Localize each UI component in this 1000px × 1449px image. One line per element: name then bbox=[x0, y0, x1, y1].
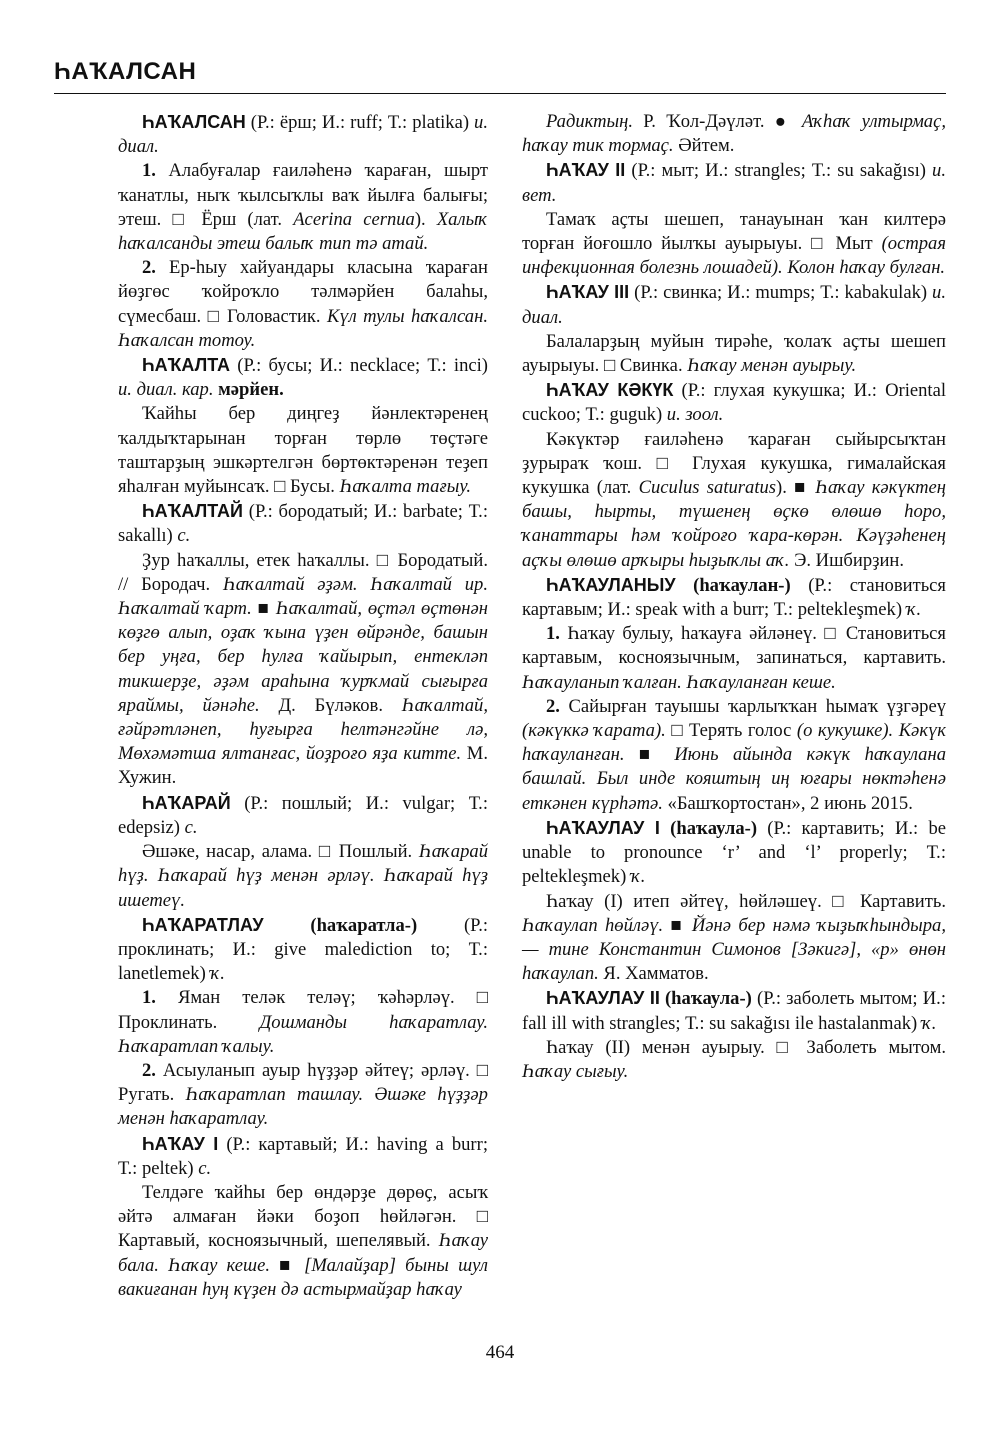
text-run: □ Терять голос bbox=[665, 720, 797, 742]
entry-paragraph bbox=[522, 428, 946, 573]
italic-run: с. bbox=[184, 816, 198, 838]
text-run: Яман теләк теләү; ҡәһәрләү. □ Проклинать. bbox=[118, 987, 488, 1033]
entry-paragraph bbox=[118, 1181, 488, 1302]
italic-run: Һаҡарай һүҙ. Һаҡарай һүҙ менән әрләү. Һаҡарай һүҙ ишетеү. bbox=[118, 841, 488, 911]
italic-run: ҡ. bbox=[210, 963, 225, 985]
header-rule bbox=[54, 93, 946, 94]
italic-run: и. зоол. bbox=[666, 404, 724, 426]
running-head-word: ҺАҠАЛСАН bbox=[54, 58, 197, 85]
entry-paragraph bbox=[118, 840, 488, 913]
dictionary-entry bbox=[522, 280, 946, 329]
text-run: (Р.: свинка; И.: mumps; Т.: kabakulak) bbox=[629, 282, 933, 304]
italic-run: (о кукушке). Кәкүк һаҡауланған. bbox=[522, 720, 947, 766]
italic-run: Һаҡау сығыу. bbox=[522, 1060, 629, 1082]
text-run: (Р.: проклинать; И.: give malediction to; Т.: lanetlemek) bbox=[118, 914, 489, 985]
entry-paragraph bbox=[522, 890, 946, 987]
italic-run: Радиктың. bbox=[546, 111, 633, 132]
text-run: Әшәке, насар, алама. □ Пошлый. bbox=[142, 841, 419, 863]
headword: ҺАҠАУЛАУ I bbox=[546, 817, 660, 838]
dictionary-entry bbox=[522, 158, 946, 207]
text-run: Телдәге ҡайһы бер өндәрҙе дөрөҫ, асыҡ әйтә алмаған йәки боҙоп һөйләгән. □ Картавый, косноязычный, шепелявый. bbox=[118, 1181, 488, 1252]
bold-run: мәрйен. bbox=[213, 379, 284, 401]
entry-paragraph bbox=[118, 402, 488, 499]
italic-run: Acerina cernua bbox=[293, 208, 415, 230]
italic-run: ҡ. bbox=[630, 866, 646, 888]
text-run: Һаҡау (I) итеп әйтеү, һөйләшеү. □ Картавить. bbox=[546, 890, 946, 912]
italic-run: и. диал. bbox=[118, 112, 488, 158]
italic-run: Дошманды һаҡаратлау. Һаҡаратлап ҡалыу. bbox=[118, 1011, 488, 1057]
dictionary-entry bbox=[522, 573, 946, 622]
italic-run: Күл тулы һаҡалсан. Һаҡалсан тотоу. bbox=[118, 305, 488, 351]
text-run: Ер-һыу хайуандары класына ҡараған йөҙгөс ҡойроҡло тәлмәрйен балаһы, сүмесбаш. □ Головастик. bbox=[118, 257, 488, 327]
right-column bbox=[522, 110, 946, 1084]
italic-run: Һаҡалта тағыу. bbox=[339, 476, 472, 498]
left-column bbox=[118, 110, 488, 1302]
bold-run: 2. bbox=[142, 257, 156, 279]
text-run: Э. Ишбирҙин. bbox=[789, 549, 905, 571]
text-run: Д. Бүләков. bbox=[259, 694, 402, 716]
bold-run: (һаҡаула-) bbox=[659, 817, 758, 839]
bold-run: (һаҡаратла-) bbox=[263, 914, 418, 936]
italic-run: с. bbox=[198, 1157, 212, 1179]
text-run: ). ■ bbox=[776, 477, 816, 499]
headword: ҺАҠАЛТА bbox=[142, 355, 231, 376]
text-run: Алабуғалар ғаиләһенә ҡараған, шырт ҡанатлы, ныҡ ҡылсыҡлы ваҡ йылға балығы; этеш. □ Ёрш (лат. bbox=[118, 160, 488, 230]
bold-run: (һаҡаула-) bbox=[659, 988, 752, 1010]
text-run: (Р.: бородатый; И.: barbate; Т.: sakallı) bbox=[118, 501, 488, 547]
text-run: (Р.: бусы; И.: necklace; Т.: inci) bbox=[230, 355, 488, 377]
entry-paragraph bbox=[522, 110, 946, 158]
dictionary-entry bbox=[522, 986, 946, 1035]
running-header bbox=[54, 58, 944, 86]
text-run: Я. Хамматов. bbox=[598, 963, 709, 985]
headword: ҺАҠАУ I bbox=[142, 1133, 219, 1154]
entry-paragraph bbox=[522, 622, 946, 695]
headword: ҺАҠАРАТЛАУ bbox=[142, 914, 264, 935]
entry-paragraph bbox=[118, 159, 488, 256]
text-run: (Р.: мыт; И.: strangles; Т.: su sakağısı) bbox=[625, 160, 933, 182]
italic-run: ҡ. bbox=[921, 1012, 937, 1034]
text-run: Ҙур һаҡаллы, етек һаҡаллы. □ Бородатый. // Бородач. bbox=[118, 549, 488, 595]
italic-run: Һаҡалтай әҙәм. Һаҡалтай ир. Һаҡалтай ҡарт. bbox=[118, 573, 488, 620]
bold-run: 2. bbox=[546, 695, 560, 717]
text-run: (Р.: картавый; И.: having a burr; Т.: peltek) bbox=[118, 1133, 488, 1179]
dictionary-entry bbox=[118, 353, 488, 402]
italic-run: Халыҡ һаҡалсанды этеш балыҡ тип тә атай. bbox=[118, 208, 488, 255]
headword: ҺАҠАРАЙ bbox=[142, 792, 231, 813]
dictionary-entry bbox=[118, 913, 488, 987]
text-run: Балаларҙың муйын тирәһе, ҡолаҡ аҫты шешеп ауырыуы. □ Свинка. bbox=[522, 330, 946, 377]
headword: ҺАҠАЛТАЙ bbox=[142, 501, 243, 522]
text-run: ■ bbox=[269, 1254, 305, 1276]
italic-run: Һаҡау бала. Һаҡау кеше. bbox=[118, 1230, 488, 1276]
headword: ҺАҠАУЛАУ II bbox=[546, 988, 660, 1009]
bold-run: (һаҡаулан-) bbox=[675, 574, 791, 596]
text-run: (Р.: глухая кукушка; И.: Oriental cuckoo; Т.: guguk) bbox=[522, 380, 946, 426]
italic-run: Cuculus saturatus bbox=[638, 477, 777, 499]
headword: ҺАҠАУ III bbox=[546, 282, 630, 303]
text-run: Әйтем. bbox=[673, 135, 735, 157]
italic-run: (острая инфекционная болезнь лошадей). Колон һаҡау булған. bbox=[522, 233, 946, 279]
italic-run: Һаҡау кәкүктең башы, һырты, түшенең өҫкө өлөшө һоро, ҡанаттары һәм ҡойроғо ҡара-көрән. Кәүҙәһенең аҫҡы өлөшө арҡыры һыҙыҡлы аҡ. bbox=[522, 477, 947, 571]
bold-run: 2. bbox=[142, 1059, 156, 1081]
dictionary-entry bbox=[118, 1132, 488, 1181]
headword: ҺАҠАУЛАНЫУ bbox=[546, 574, 676, 595]
dictionary-entry bbox=[118, 499, 488, 548]
text-run: Һаҡау (II) менән ауырыу. □ Заболеть мытом. bbox=[546, 1036, 946, 1058]
text-run: (Р.: пошлый; И.: vulgar; Т.: edepsiz) bbox=[118, 792, 488, 838]
text-run: (Р.: картавить; И.: be unable to pronounce ‘r’ and ‘l’ properly; Т.: peltekleşmek) bbox=[522, 817, 946, 888]
entry-paragraph bbox=[118, 549, 488, 791]
entry-paragraph bbox=[522, 208, 946, 281]
headword: ҺАҠАУ II bbox=[546, 160, 626, 181]
text-run: (Р.: заболеть мытом; И.: fall ill with strangles; Т.: su sakağısı ile hastalanmak) bbox=[522, 988, 946, 1034]
text-run: Асыуланып ауыр һүҙҙәр әйтеү; әрләү. □ Ругать. bbox=[118, 1059, 488, 1106]
entry-paragraph bbox=[118, 1059, 488, 1132]
entry-paragraph bbox=[522, 330, 946, 378]
italic-run: Һаҡаулап һөйләү. bbox=[522, 914, 664, 936]
dictionary-entry bbox=[522, 816, 946, 890]
headword: ҺАҠАУ КӘКҮК bbox=[546, 380, 674, 401]
dictionary-entry bbox=[118, 791, 488, 840]
italic-run: и. диал. bbox=[522, 282, 946, 328]
text-run: Кәкүктәр ғаиләһенә ҡараған сыйырсыҡтан ҙурыраҡ ҡош. □ Глухая кукушка, гималайская кукушка (лат. bbox=[522, 428, 946, 499]
italic-run: и. вет. bbox=[522, 160, 946, 206]
text-run: Р. Ҡол-Дәүләт. ● bbox=[633, 111, 802, 132]
entry-paragraph bbox=[118, 256, 488, 353]
text-run: ■ bbox=[251, 598, 276, 620]
headword: ҺАҠАЛСАН bbox=[142, 112, 246, 132]
italic-run: Һаҡалтай, ғәйрәтләнеп, һуғырға һелтәнгәйне лә, Мөхәмәтша ялтанғас, йоҙроғо яҙа китте. bbox=[118, 694, 488, 765]
entry-paragraph bbox=[522, 1036, 946, 1084]
italic-run: Һаҡау менән ауырыу. bbox=[687, 355, 857, 377]
text-run: ■ bbox=[624, 744, 675, 766]
text-run: (Р.: становиться картавым; И.: speak with a burr; Т.: peltekleşmek) bbox=[522, 574, 946, 621]
text-run: Ҡайһы бер диңгеҙ йәнлектәренең ҡалдыҡтарынан торған төрлө төҫтәге таштарҙың эшкәртелгән бөртөктәренән теҙеп яһалған муйынсаҡ. □ Бусы. bbox=[118, 403, 488, 498]
page-number: 464 bbox=[485, 1342, 515, 1363]
italic-run: ҡ. bbox=[906, 599, 922, 621]
italic-run: Аҡһаҡ ултырмаҫ, һаҡау тик тормаҫ. bbox=[522, 111, 947, 157]
italic-run: Һаҡалтай, өҫтәл өҫтөнән көҙгө алып, оҙаҡ ҡына үҙен өйрәнде, башын бер уңға, бер һулға ҡайырып, ентекләп тикшерҙе, әҙәм араһына ҡурҡмай сығырға яраймы, йәнәһе. bbox=[118, 598, 489, 716]
dictionary-entry bbox=[522, 378, 946, 427]
bold-run: 1. bbox=[142, 160, 156, 182]
entry-paragraph bbox=[522, 695, 946, 816]
italic-run: [Малайҙар] быны шул вакиғанан һуң күҙен дә астырмайҙар һаҡау bbox=[118, 1254, 488, 1300]
italic-run: Һаҡаратлап ташлау. Әшәке һүҙҙәр менән һаҡаратлау. bbox=[118, 1084, 488, 1130]
bold-run: 1. bbox=[546, 623, 560, 645]
text-run: М. Хужин. bbox=[118, 743, 488, 789]
text-run: ). bbox=[414, 208, 437, 230]
italic-run: Июнь айында кәкүк һаҡаулана башлай. Был инде кояштың иң юғары нөктәһенә еткәнен күрһәтә. bbox=[522, 744, 946, 814]
italic-run: (кәкүккә ҡарата). bbox=[522, 720, 666, 742]
italic-run: Йәнә бер нәмә ҡыҙыҡһындыра, — тине Константин Симонов [Зәкигә], «р» өнөн һаҡаулап. bbox=[522, 914, 946, 985]
italic-run: и. диал. кар. bbox=[118, 379, 214, 401]
text-run: ■ bbox=[663, 914, 692, 936]
text-run: (Р.: ёрш; И.: ruff; Т.: platika) bbox=[245, 112, 475, 133]
dictionary-entry bbox=[118, 110, 488, 159]
italic-run: Һаҡауланып ҡалған. Һаҡауланған кеше. bbox=[522, 671, 836, 693]
text-run: «Башҡортостан», 2 июнь 2015. bbox=[662, 792, 913, 814]
entry-paragraph bbox=[118, 986, 488, 1059]
italic-run: с. bbox=[177, 525, 191, 547]
text-run: Сайырған тауышы ҡарлыҡҡан һымаҡ үҙгәреү bbox=[559, 695, 946, 717]
text-run: Тамаҡ аҫты шешеп, танауынан ҡан килтерә торған йоғошло йылҡы ауырыуы. □ Мыт bbox=[522, 208, 946, 255]
text-run: Һаҡау булыу, һаҡауға әйләнеү. □ Становиться картавым, косноязычным, запинаться, картавить. bbox=[522, 623, 946, 669]
bold-run: 1. bbox=[142, 987, 156, 1009]
